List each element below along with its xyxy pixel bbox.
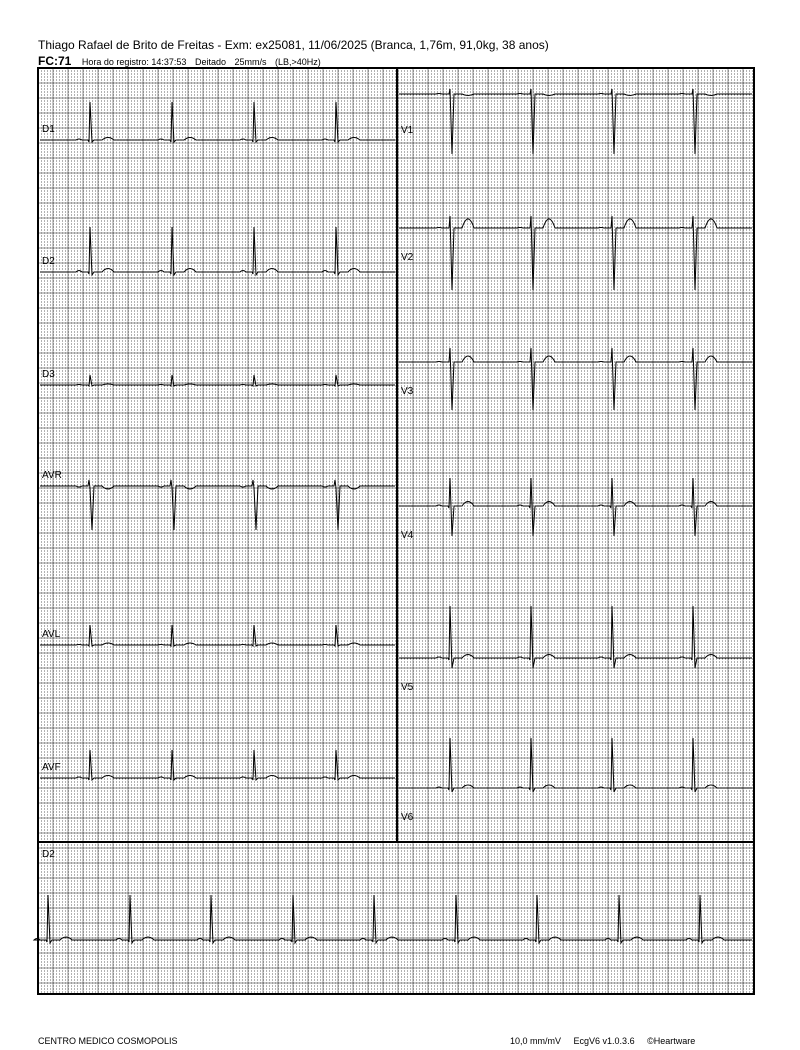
speed: 25mm/s <box>234 57 267 67</box>
trace-v1 <box>399 89 752 154</box>
clinic-name: CENTRO MEDICO COSMOPOLIS <box>38 1036 178 1046</box>
gain: 10,0 mm/mV <box>510 1036 562 1046</box>
trace-avr <box>40 480 395 530</box>
lead-label-v2: V2 <box>401 252 414 263</box>
record-time: Hora do registro: 14:37:53 <box>81 57 187 67</box>
filter: (LB,>40Hz) <box>275 57 321 67</box>
lead-label-d3: D3 <box>42 369 55 380</box>
position: Deitado <box>194 57 226 67</box>
lead-label-d1: D1 <box>42 124 55 135</box>
lead-label-rhythm: D2 <box>42 849 55 860</box>
lead-label-v6: V6 <box>401 812 414 823</box>
lead-label-v4: V4 <box>401 530 414 541</box>
trace-avf <box>40 750 395 780</box>
trace-avl <box>40 625 395 646</box>
chart-borders <box>38 68 754 994</box>
small-grid <box>38 68 753 992</box>
software-version: EcgV6 v1.0.3.6 <box>573 1036 635 1046</box>
lead-label-avl: AVL <box>42 629 61 640</box>
lead-label-avf: AVF <box>42 762 61 773</box>
heart-rate: FC:71 <box>38 54 72 68</box>
lead-label-v3: V3 <box>401 386 414 397</box>
lead-label-v5: V5 <box>401 682 414 693</box>
lead-label-avr: AVR <box>42 470 62 481</box>
grid-dots <box>38 68 753 992</box>
lead-label-d2: D2 <box>42 256 55 267</box>
brand: ©Heartware <box>647 1036 696 1046</box>
footer-info <box>510 1036 705 1046</box>
lead-label-v1: V1 <box>401 125 414 136</box>
patient-info: Thiago Rafael de Brito de Freitas - Exm: ex25081, 11/06/2025 (Branca, 1,76m, 91,0kg, 38 anos) <box>38 38 549 52</box>
